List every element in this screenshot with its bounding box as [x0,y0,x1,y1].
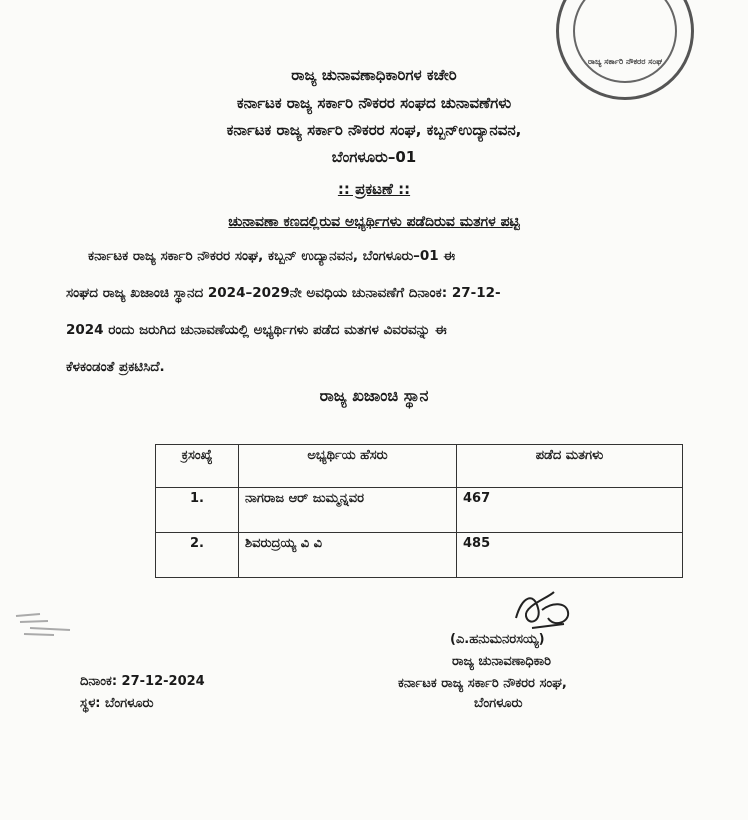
election-heading: ಕರ್ನಾಟಕ ರಾಜ್ಯ ಸರ್ಕಾರಿ ನೌಕರರ ಸಂಘದ ಚುನಾವಣೆಗಳು [236,94,512,112]
notice-paragraph [66,238,658,386]
paragraph-line: 2024 ರಂದು ಜರುಗಿದ ಚುನಾವಣೆಯಲ್ಲಿ ಅಭ್ಯರ್ಥಿಗಳು ಪಡೆದ ಮತಗಳ ವಿವರವನ್ನು ಈ [66,322,447,338]
signature [508,588,580,632]
position-heading: ರಾಜ್ಯ ಖಜಾಂಚಿ ಸ್ಥಾನ [319,386,429,405]
cell-votes: 467 [457,488,683,533]
table-row [156,533,683,578]
margin-scribble [10,604,80,640]
city-line: ಬೆಂಗಳೂರು–01 [331,148,417,166]
organization-address: ಕರ್ನಾಟಕ ರಾಜ್ಯ ಸರ್ಕಾರಿ ನೌಕರರ ಸಂಘ, ಕಬ್ಬನ್‌ಉದ್ಯಾನವನ, [226,121,522,139]
notice-title: :: ಪ್ರಕಟಣೆ :: [337,180,411,198]
notice-subtitle: ಚುನಾವಣಾ ಕಣದಲ್ಲಿರುವ ಅಭ್ಯರ್ಥಿಗಳು ಪಡೆದಿರುವ ಮತಗಳ ಪಟ್ಟಿ [228,214,520,230]
seal-text: ರಾಜ್ಯ ಸರ್ಕಾರಿ ನೌಕರರ ಸಂಘ [587,57,663,66]
header-candidate: ಅಭ್ಯರ್ಥಿಯ ಹೆಸರು [239,445,457,488]
signatory-title: ರಾಜ್ಯ ಚುನಾವಣಾಧಿಕಾರಿ [452,654,551,669]
signatory-city: ಬೆಂಗಳೂರು [474,696,523,711]
cell-candidate: ಶಿವರುದ್ರಯ್ಯ ವಿ ವಿ [239,533,457,578]
header-votes: ಪಡೆದ ಮತಗಳು [457,445,683,488]
header-serial: ಕ್ರಸಂಖ್ಯೆ [156,445,239,488]
cell-serial: 1. [156,488,239,533]
issue-place: ಸ್ಥಳ: ಬೆಂಗಳೂರು [80,696,154,711]
cell-votes: 485 [457,533,683,578]
paragraph-line: ಸಂಘದ ರಾಜ್ಯ ಖಜಾಂಚಿ ಸ್ಥಾನದ 2024–2029ನೇ ಅವಧಿಯ ಚುನಾವಣೆಗೆ ದಿನಾಂಕ: 27-12- [66,285,501,301]
votes-table [155,444,683,578]
table-row [156,488,683,533]
issue-date: ದಿನಾಂಕ: 27-12-2024 [80,674,205,689]
paragraph-line: ಕೆಳಕಂಡಂತೆ ಪ್ರಕಟಿಸಿದೆ. [66,359,165,375]
cell-serial: 2. [156,533,239,578]
office-heading: ರಾಜ್ಯ ಚುನಾವಣಾಧಿಕಾರಿಗಳ ಕಚೇರಿ [291,66,457,84]
table-header-row [156,445,683,488]
paragraph-line: ಕರ್ನಾಟಕ ರಾಜ್ಯ ಸರ್ಕಾರಿ ನೌಕರರ ಸಂಘ, ಕಬ್ಬನ್ ಉದ್ಯಾನವನ, ಬೆಂಗಳೂರು–01 ಈ [88,248,456,264]
signatory-organization: ಕರ್ನಾಟಕ ರಾಜ್ಯ ಸರ್ಕಾರಿ ನೌಕರರ ಸಂಘ, [398,676,567,691]
signatory-name: (ಎ.ಹನುಮನರಸಯ್ಯ) [450,632,545,647]
office-seal [556,0,694,100]
cell-candidate: ನಾಗರಾಜ ಆರ್ ಜುಮ್ಮನ್ನವರ [239,488,457,533]
